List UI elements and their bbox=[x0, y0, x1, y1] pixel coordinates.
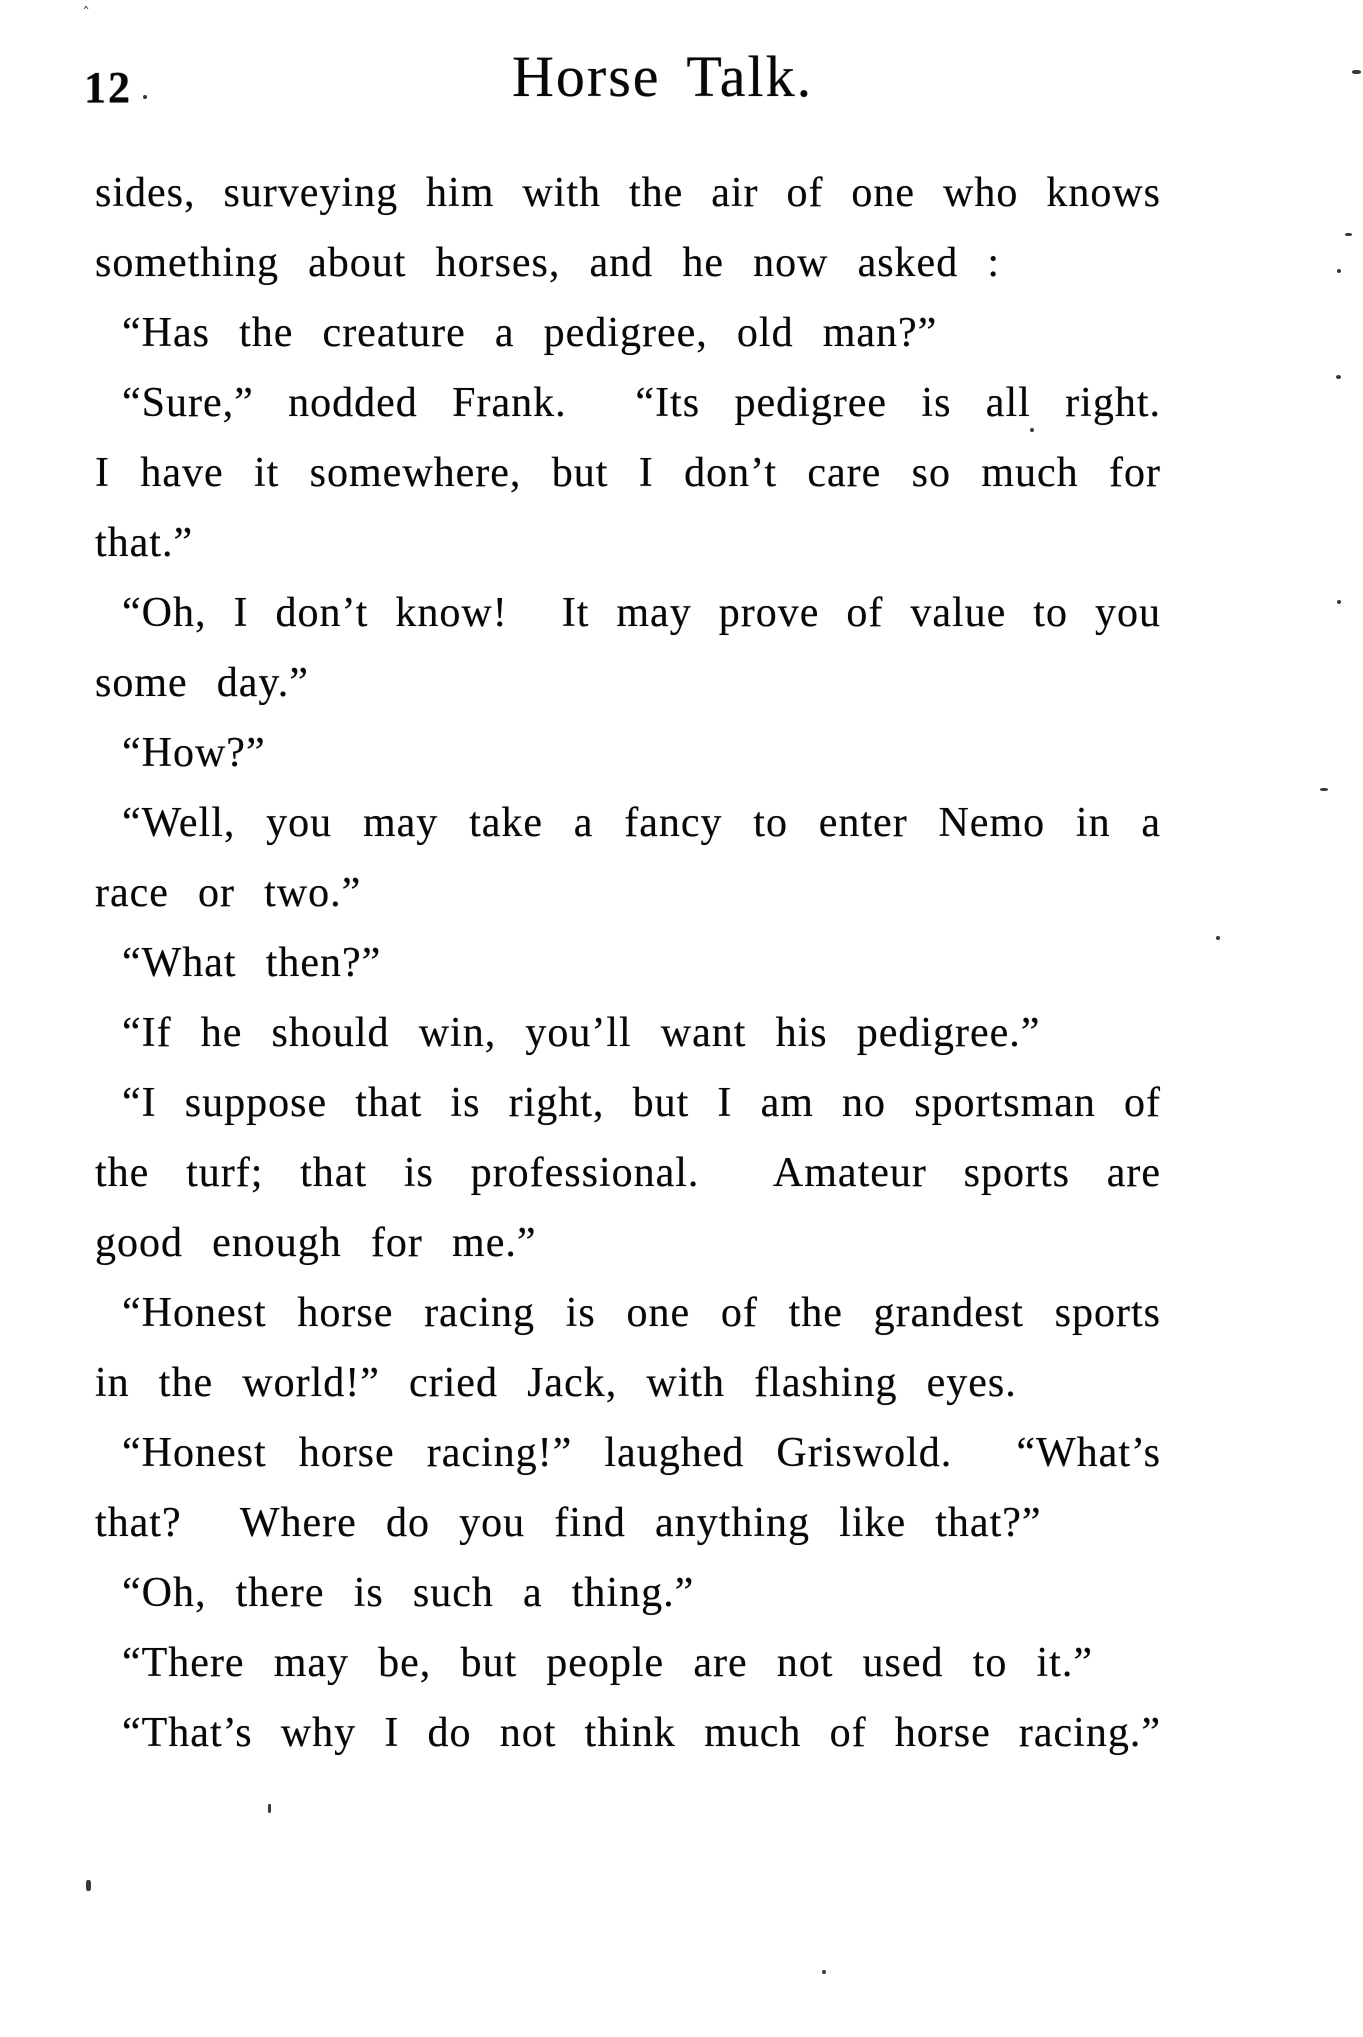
scan-speck bbox=[86, 1880, 91, 1891]
text-line: “How?” bbox=[122, 730, 266, 776]
scan-speck bbox=[822, 1970, 826, 1974]
text-line: “Sure,” nodded Frank. “Its pedigree is all right. bbox=[122, 380, 1161, 426]
scan-speck bbox=[1337, 600, 1341, 604]
scan-speck bbox=[1337, 269, 1341, 273]
scan-speck bbox=[1352, 70, 1361, 74]
text-line: the turf; that is professional. Amateur sports are bbox=[95, 1150, 1161, 1196]
scan-speck bbox=[1030, 428, 1034, 432]
body-text-block bbox=[95, 158, 1161, 1768]
scan-speck: ˆ bbox=[82, 4, 90, 23]
text-line: something about horses, and he now asked : bbox=[95, 240, 1001, 286]
scan-speck bbox=[268, 1804, 271, 1813]
text-line: that? Where do you find anything like that?” bbox=[95, 1500, 1042, 1546]
text-line: “There may be, but people are not used to it.” bbox=[122, 1640, 1093, 1686]
text-line: in the world!” cried Jack, with flashing eyes. bbox=[95, 1360, 1017, 1406]
text-line: sides, surveying him with the air of one who knows bbox=[95, 170, 1161, 216]
running-header-title: Horse Talk. bbox=[512, 44, 814, 109]
text-line: “Honest horse racing!” laughed Griswold. “What’s bbox=[122, 1430, 1161, 1476]
page-number: 12 bbox=[84, 63, 132, 112]
text-line: I have it somewhere, but I don’t care so much for bbox=[95, 450, 1161, 496]
scan-speck bbox=[1320, 788, 1328, 791]
scan-speck bbox=[143, 95, 147, 99]
text-line: “Has the creature a pedigree, old man?” bbox=[122, 310, 938, 356]
text-line: good enough for me.” bbox=[95, 1220, 537, 1266]
text-line: “That’s why I do not think much of horse racing.” bbox=[122, 1710, 1161, 1756]
scan-speck bbox=[1336, 375, 1341, 379]
text-line: that.” bbox=[95, 520, 194, 566]
text-line: “Oh, there is such a thing.” bbox=[122, 1570, 695, 1616]
text-line: “Honest horse racing is one of the grandest sports bbox=[122, 1290, 1161, 1336]
text-line: race or two.” bbox=[95, 870, 362, 916]
text-line: “I suppose that is right, but I am no sportsman of bbox=[122, 1080, 1161, 1126]
text-line: “Well, you may take a fancy to enter Nemo in a bbox=[122, 800, 1161, 846]
scan-speck bbox=[1216, 936, 1220, 940]
scan-speck bbox=[1345, 233, 1352, 236]
text-line: some day.” bbox=[95, 660, 309, 706]
text-line: “Oh, I don’t know! It may prove of value to you bbox=[122, 590, 1161, 636]
text-line: “What then?” bbox=[122, 940, 382, 986]
text-line: “If he should win, you’ll want his pedigree.” bbox=[122, 1010, 1041, 1056]
